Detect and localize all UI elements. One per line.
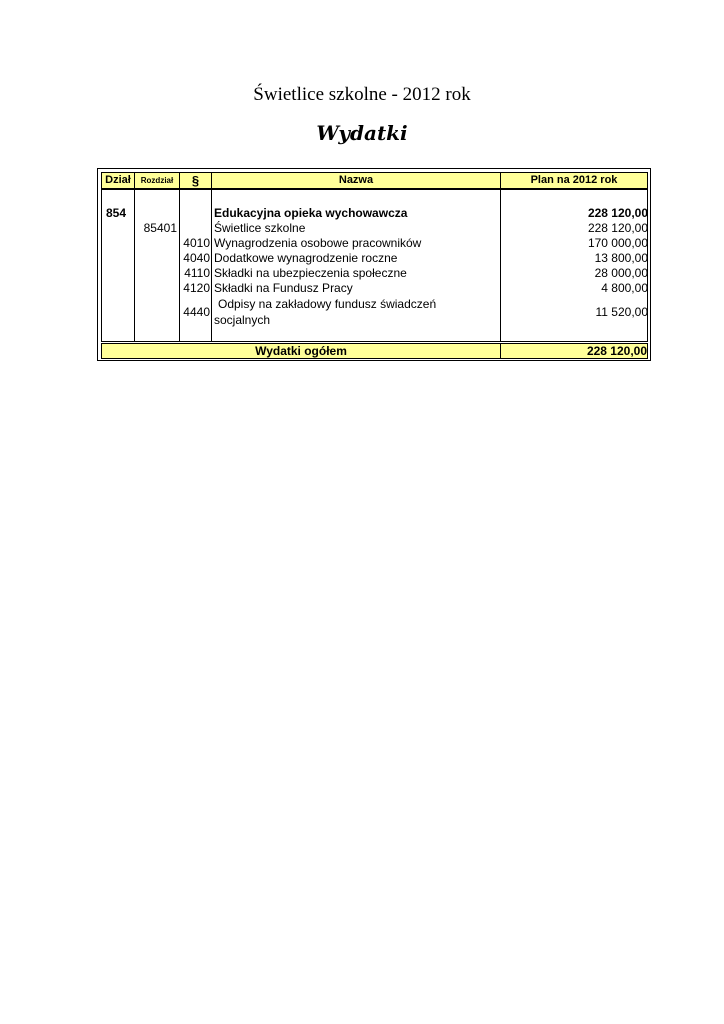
row-5-paragraf: 4110 (184, 266, 210, 280)
budget-table (97, 168, 651, 361)
page-subtitle: Wydatki (316, 121, 408, 145)
header-dzial: Dział (101, 172, 135, 189)
page-title: Świetlice szkolne - 2012 rok (253, 84, 471, 105)
row-1-dzial: 854 (106, 206, 127, 220)
total-value: 228 120,00 (500, 343, 648, 359)
row-1-nazwa: Edukacyjna opieka wychowawcza (214, 206, 408, 220)
row-2-nazwa: Świetlice szkolne (214, 221, 306, 235)
row-3-paragraf: 4010 (183, 236, 210, 250)
row-6-plan: 4 800,00 (601, 281, 648, 295)
header-rozdzial: Rozdział (134, 172, 180, 189)
total-label: Wydatki ogółem (101, 343, 501, 359)
row-7-plan: 11 520,00 (595, 305, 648, 319)
row-1-plan: 228 120,00 (587, 206, 648, 220)
row-3-nazwa: Wynagrodzenia osobowe pracowników (214, 236, 422, 250)
header-paragraf: § (179, 172, 212, 189)
row-6-paragraf: 4120 (183, 281, 210, 295)
row-2-rozdzial: 85401 (143, 221, 177, 235)
row-6-nazwa: Składki na Fundusz Pracy (214, 281, 353, 295)
row-4-plan: 13 800,00 (594, 251, 648, 265)
row-7-paragraf: 4440 (183, 305, 210, 319)
row-7-nazwa-line2: socjalnych (214, 313, 271, 327)
row-4-nazwa: Dodatkowe wynagrodzenie roczne (214, 251, 398, 265)
header-plan: Plan na 2012 rok (500, 172, 648, 189)
row-5-nazwa: Składki na ubezpieczenia społeczne (214, 266, 407, 280)
row-3-plan: 170 000,00 (587, 236, 648, 250)
row-4-paragraf: 4040 (183, 251, 210, 265)
header-nazwa: Nazwa (211, 172, 501, 189)
row-5-plan: 28 000,00 (594, 266, 648, 280)
row-7-nazwa-line1: Odpisy na zakładowy fundusz świadczeń (218, 297, 437, 311)
column-rozdzial (134, 189, 180, 342)
row-2-plan: 228 120,00 (587, 221, 648, 235)
